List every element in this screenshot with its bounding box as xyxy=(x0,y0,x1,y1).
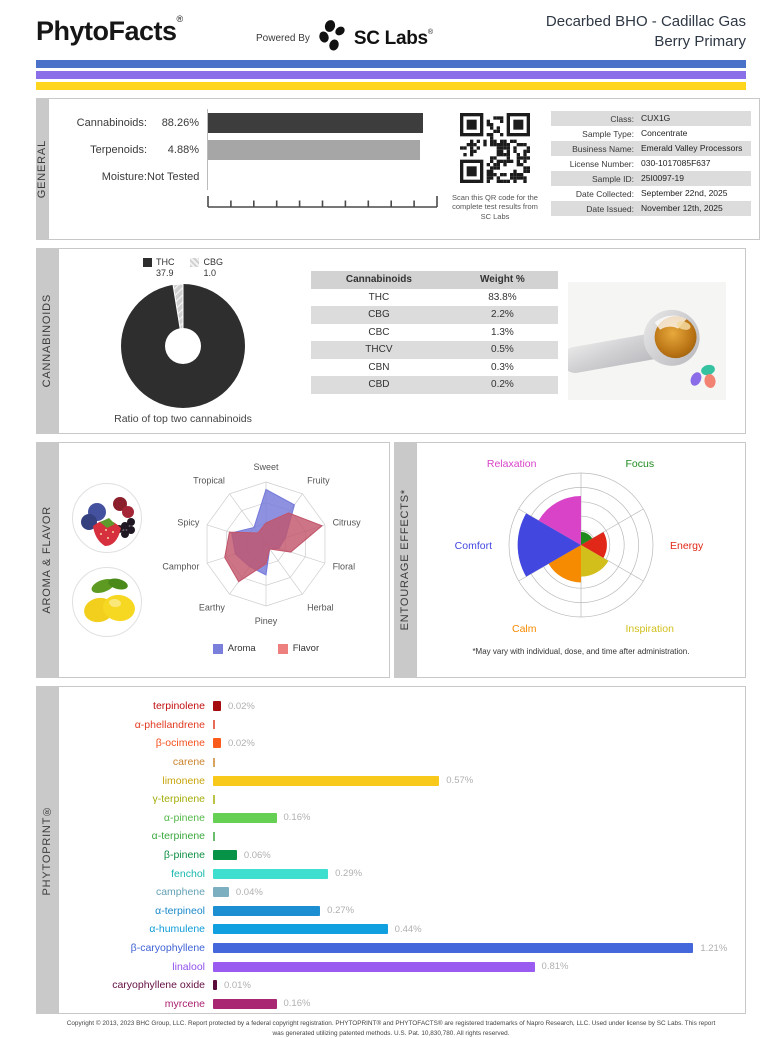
brand-stripes xyxy=(36,60,746,90)
powered-by-label: Powered By xyxy=(255,33,310,44)
terpene-bar-track xyxy=(213,924,737,935)
terpene-label: β-pinene xyxy=(163,849,205,862)
svg-text:Earthy: Earthy xyxy=(198,602,225,613)
svg-text:Energy: Energy xyxy=(669,540,704,552)
terpene-value: 0.44% xyxy=(394,923,422,935)
cannabinoid-weight: 83.8% xyxy=(488,291,517,303)
svg-text:Calm: Calm xyxy=(511,623,537,636)
terpene-bar-track xyxy=(213,943,737,954)
qr-code xyxy=(460,113,530,183)
cannabinoid-name: THC xyxy=(368,291,390,303)
svg-text:Fruity: Fruity xyxy=(307,475,330,486)
stat-value: Not Tested xyxy=(147,170,200,183)
sample-info-table xyxy=(551,111,751,233)
info-value: September 22nd, 2025 xyxy=(641,187,728,198)
terpene-value: 0.29% xyxy=(335,868,363,880)
stat-bar xyxy=(208,113,423,133)
terpene-row xyxy=(63,809,737,828)
terpene-row xyxy=(63,734,737,753)
entourage-polar-chart xyxy=(420,451,742,639)
terpene-label: α-terpineol xyxy=(155,904,205,917)
legend-item-aroma: Aroma xyxy=(213,643,256,654)
general-stat-row xyxy=(59,136,447,163)
terpene-label: linalool xyxy=(172,960,205,973)
stat-bar-track xyxy=(207,163,437,190)
copyright-footer xyxy=(36,1019,746,1038)
info-label: License Number: xyxy=(569,158,634,169)
registered-mark: ® xyxy=(176,14,183,24)
terpene-trace-tick xyxy=(213,832,215,841)
terpene-bar-track xyxy=(213,795,737,804)
svg-text:Floral: Floral xyxy=(332,561,356,572)
fruit-images xyxy=(67,449,147,671)
terpene-bar xyxy=(213,776,439,786)
terpene-label: γ-terpinene xyxy=(152,793,205,806)
section-phytoprint xyxy=(36,686,746,1014)
terpene-value: 0.27% xyxy=(327,905,355,917)
stat-label: Moisture: xyxy=(101,170,147,183)
stat-bar-track xyxy=(207,136,437,163)
info-value: Emerald Valley Processors xyxy=(641,142,743,153)
cannabinoids-panel xyxy=(58,248,746,434)
svg-text:Herbal: Herbal xyxy=(307,602,334,613)
terpene-label: α-pinene xyxy=(163,811,205,824)
terpene-value: 0.57% xyxy=(446,775,474,787)
stat-value: 4.88% xyxy=(167,143,199,156)
terpene-label: myrcene xyxy=(164,997,205,1010)
terpene-label: terpinolene xyxy=(153,700,205,713)
brand-stripe xyxy=(36,71,746,79)
table-row xyxy=(311,359,558,377)
radar-block xyxy=(147,449,385,671)
svg-text:Tropical: Tropical xyxy=(193,475,225,486)
info-row xyxy=(551,156,751,171)
info-value: CUX1G xyxy=(641,112,671,123)
aroma-flavor-tab: AROMA & FLAVOR xyxy=(36,442,58,678)
aroma-swatch xyxy=(213,644,223,654)
section-cannabinoids xyxy=(36,248,746,434)
info-value: 25I0097-19 xyxy=(641,172,685,183)
stat-label: Cannabinoids: xyxy=(76,116,147,129)
terpene-value: 1.21% xyxy=(700,942,728,954)
terpene-row xyxy=(63,920,737,939)
general-panel xyxy=(48,98,760,240)
terpene-bar-track xyxy=(213,961,737,972)
legend-item-flavor: Flavor xyxy=(278,643,319,654)
brand-stripe xyxy=(36,82,746,90)
terpene-value: 0.02% xyxy=(227,700,255,712)
terpene-row xyxy=(63,697,737,716)
terpene-bar xyxy=(213,738,221,748)
terpene-row xyxy=(63,883,737,902)
legend-text: THC 37.9 xyxy=(155,257,175,278)
svg-text:Sweet: Sweet xyxy=(253,462,279,472)
stat-bar-track xyxy=(207,109,437,136)
terpene-row xyxy=(63,790,737,809)
terpene-bar-track xyxy=(213,738,737,749)
svg-text:Piney: Piney xyxy=(254,616,278,626)
donut-legend xyxy=(143,257,223,279)
svg-text:Camphor: Camphor xyxy=(162,561,200,572)
stat-bar xyxy=(208,140,420,160)
terpene-bar xyxy=(213,943,693,953)
terpene-value: 0.16% xyxy=(283,812,311,824)
terpene-label: fenchol xyxy=(171,867,205,880)
terpene-value: 0.81% xyxy=(541,961,569,973)
product-photo xyxy=(558,257,735,425)
table-row xyxy=(311,324,558,342)
terpene-label: β-ocimene xyxy=(155,737,205,750)
flavor-swatch xyxy=(278,644,288,654)
cannabinoid-weight: 2.2% xyxy=(491,309,514,321)
copyright-line1: Copyright © 2013, 2023 BHC Group, LLC. Report protected by a federal copyright registration. PHYTOPRINT® and PHYTOFACTS® are registered trademarks of Napro Research, LLC. Used under license by SC Labs. This report xyxy=(66,1020,716,1027)
terpene-trace-tick xyxy=(213,758,215,767)
cannabinoid-weight: 1.3% xyxy=(491,326,514,338)
info-label: Date Collected: xyxy=(575,188,634,199)
phytoprint-tab: PHYTOPRINT® xyxy=(36,686,58,1014)
terpene-label: carene xyxy=(172,756,205,769)
terpene-bar-track xyxy=(213,998,737,1009)
section-aroma-flavor xyxy=(36,442,390,678)
info-row xyxy=(551,141,751,156)
terpene-bar xyxy=(213,924,388,934)
terpene-value: 0.01% xyxy=(223,979,251,991)
terpene-row xyxy=(63,716,737,735)
cannabinoid-name: CBC xyxy=(368,326,390,338)
entourage-footnote: *May vary with individual, dose, and time after administration. xyxy=(472,647,690,656)
general-stat-row xyxy=(59,163,447,190)
cannabinoid-name: THCV xyxy=(365,344,393,356)
berry-image xyxy=(72,483,142,553)
terpene-value: 0.04% xyxy=(235,886,263,898)
thc-swatch xyxy=(143,258,152,267)
info-label: Sample Type: xyxy=(582,128,634,139)
terpene-bar xyxy=(213,887,229,897)
sclabs-wordmark: SC Labs® xyxy=(353,27,433,49)
donut-caption: Ratio of top two cannabinoids xyxy=(114,413,252,425)
terpene-row xyxy=(63,995,737,1014)
terpene-row xyxy=(63,771,737,790)
terpene-bar xyxy=(213,813,277,823)
cannabinoid-weight: 0.3% xyxy=(491,361,514,373)
terpene-row xyxy=(63,846,737,865)
legend-text: CBG 1.0 xyxy=(203,257,223,278)
terpene-label: α-terpinene xyxy=(151,830,205,843)
powered-by-block xyxy=(256,10,433,57)
cannabinoid-table xyxy=(311,271,558,425)
cannabinoids-tab: CANNABINOIDS xyxy=(36,248,58,434)
brand-stripe xyxy=(36,60,746,68)
terpene-bar xyxy=(213,850,237,860)
sclabs-logo-icon xyxy=(317,20,347,57)
terpene-value: 0.16% xyxy=(283,998,311,1010)
terpene-bar-track xyxy=(213,720,737,729)
phytoprint-panel xyxy=(58,686,746,1014)
general-bars xyxy=(59,109,447,233)
general-stat-row xyxy=(59,109,447,136)
terpene-row xyxy=(63,902,737,921)
info-row xyxy=(551,171,751,186)
terpene-label: β-caryophyllene xyxy=(130,942,205,955)
terpene-bar xyxy=(213,701,221,711)
aroma-flavor-radar-chart xyxy=(152,449,380,641)
terpene-row xyxy=(63,753,737,772)
terpene-bar xyxy=(213,962,535,972)
qr-block xyxy=(447,109,543,233)
terpene-bar xyxy=(213,999,277,1009)
info-value: November 12th, 2025 xyxy=(641,202,723,213)
table-row xyxy=(311,341,558,359)
table-row xyxy=(311,289,558,307)
svg-text:Inspiration: Inspiration xyxy=(625,623,674,636)
terpene-label: caryophyllene oxide xyxy=(112,979,205,992)
info-label: Class: xyxy=(610,113,634,124)
terpene-row xyxy=(63,939,737,958)
info-label: Date Issued: xyxy=(586,203,634,214)
table-row xyxy=(311,376,558,394)
terpene-bar-track xyxy=(213,775,737,786)
cannabinoid-name: CBN xyxy=(368,361,390,373)
svg-text:Focus: Focus xyxy=(625,457,655,470)
terpene-label: limonene xyxy=(162,774,205,787)
terpene-label: α-phellandrene xyxy=(134,718,205,731)
cbg-swatch xyxy=(190,258,199,267)
cannabinoid-weight: 0.5% xyxy=(491,344,514,356)
entourage-panel xyxy=(416,442,746,678)
terpene-bar-track xyxy=(213,812,737,823)
terpene-bar-track xyxy=(213,832,737,841)
svg-text:Comfort: Comfort xyxy=(454,540,492,552)
cannabinoid-name: CBD xyxy=(368,379,390,391)
info-label: Business Name: xyxy=(572,143,634,154)
section-general xyxy=(36,98,746,240)
general-tab: GENERAL xyxy=(36,98,48,240)
terpene-bar xyxy=(213,869,328,879)
sample-title-line2: Berry Primary xyxy=(654,33,746,51)
lemon-image xyxy=(72,567,142,637)
info-value: 030-1017085F637 xyxy=(641,157,711,168)
sample-title-line1: Decarbed BHO - Cadillac Gas xyxy=(545,13,746,30)
terpene-bar xyxy=(213,906,320,916)
terpene-bar-track xyxy=(213,980,737,991)
table-row xyxy=(311,306,558,324)
terpene-row xyxy=(63,976,737,995)
radar-legend xyxy=(213,643,319,654)
terpene-bar-track xyxy=(213,868,737,879)
terpene-bar-track xyxy=(213,701,737,712)
info-row xyxy=(551,111,751,126)
info-label: Sample ID: xyxy=(591,173,634,184)
cannabinoid-donut-chart xyxy=(118,281,248,409)
col-header: Weight % xyxy=(480,274,525,286)
report-header xyxy=(36,8,746,54)
stat-label: Terpenoids: xyxy=(90,143,147,156)
svg-text:Citrusy: Citrusy xyxy=(332,517,361,528)
sample-title xyxy=(476,10,746,53)
info-row xyxy=(551,126,751,141)
scale-ruler xyxy=(207,194,447,214)
cannabinoid-weight: 0.2% xyxy=(491,379,514,391)
svg-text:Spicy: Spicy xyxy=(177,517,200,528)
terpene-row xyxy=(63,957,737,976)
terpene-trace-tick xyxy=(213,795,215,804)
terpene-trace-tick xyxy=(213,720,215,729)
cannabinoid-name: CBG xyxy=(368,309,390,321)
terpene-label: camphene xyxy=(155,886,205,899)
entourage-tab: ENTOURAGE EFFECTS* xyxy=(394,442,416,678)
col-header: Cannabinoids xyxy=(345,274,412,286)
legend-item xyxy=(190,257,223,279)
terpene-row xyxy=(63,864,737,883)
svg-text:Relaxation: Relaxation xyxy=(486,457,537,470)
terpene-bar-track xyxy=(213,758,737,767)
terpene-row xyxy=(63,827,737,846)
terpene-bar xyxy=(213,980,217,990)
phytofacts-logo: PhytoFacts® xyxy=(36,14,183,46)
copyright-line2: was generated utilizing patented methods. U.S. Pat. 10,830,780. All rights reserved. xyxy=(272,1029,510,1037)
terpene-value: 0.02% xyxy=(227,737,255,749)
table-header-row xyxy=(311,271,558,289)
donut-block xyxy=(69,257,297,425)
terpene-bar-track xyxy=(213,850,737,861)
terpene-label: α-humulene xyxy=(149,923,205,936)
terpene-bar-track xyxy=(213,887,737,898)
aroma-flavor-panel xyxy=(58,442,390,678)
qr-caption: Scan this QR code for the complete test results from SC Labs xyxy=(452,193,538,221)
info-row xyxy=(551,201,751,216)
section-entourage xyxy=(394,442,746,678)
terpene-bar-track xyxy=(213,905,737,916)
stat-value: 88.26% xyxy=(161,116,199,129)
info-row xyxy=(551,186,751,201)
terpene-value: 0.06% xyxy=(243,849,271,861)
legend-item xyxy=(143,257,175,279)
info-value: Concentrate xyxy=(641,127,688,138)
